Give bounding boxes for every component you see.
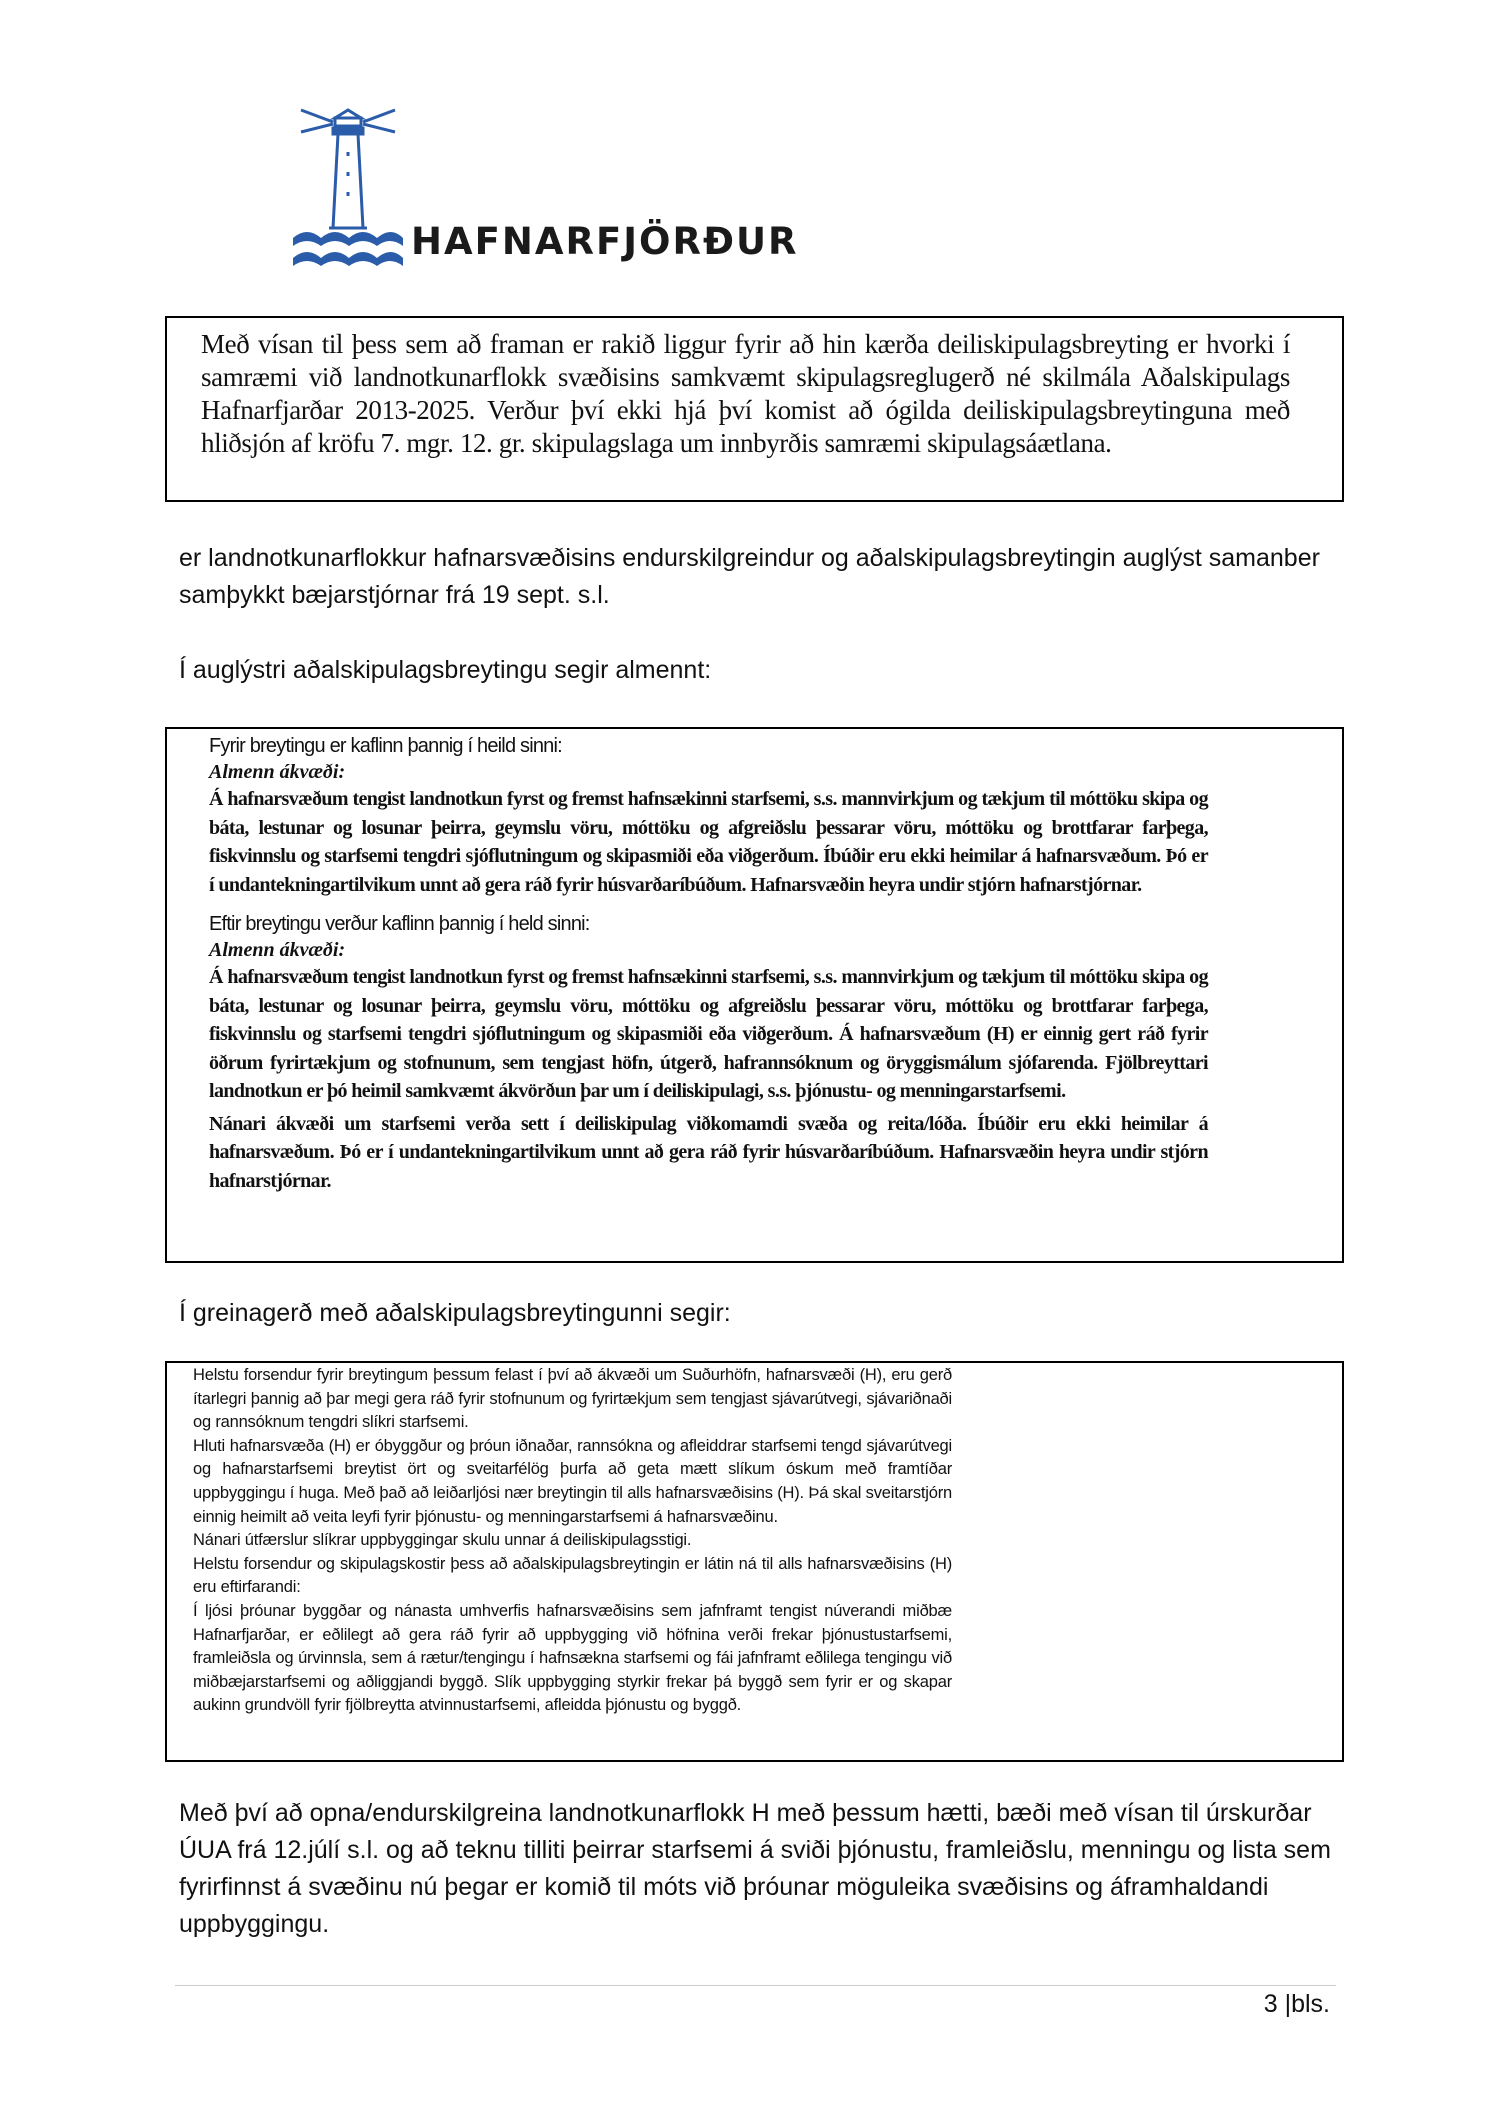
- report-paragraph: Hluti hafnarsvæða (H) er óbyggður og þróun iðnaðar, rannsókna og afleiddrar starfsemi tengd sjávarútvegi og hafnarstarfsemi breytist ört og sveitarfélög þurfa að geta mætt slíkum óskum með framtíðar uppbyggingu í huga. Með það að leiðarljósi nær breytingin til alls hafnarsvæðisins (H). Þá skal sveitarstjórn einnig heimilt að veita leyfi fyrir þjónustu- og menningarstarfsemi á hafnarsvæðinu.: [193, 1436, 952, 1526]
- report-paragraph: Helstu forsendur og skipulagskostir þess að aðalskipulagsbreytingin er látin ná til alls hafnarsvæðisins (H) eru eftirfarandi:: [193, 1554, 952, 1597]
- quote-text: Með vísan til þess sem að framan er rakið liggur fyrir að hin kærða deiliskipulagsbreyting er hvorki í samræmi við landnotkunarflokk svæðisins samkvæmt skipulagsreglugerð né skilmála Aðalskipulags Hafnarfjarðar 2013-2025. Verður því ekki hjá því komist að ógilda deiliskipulagsbreytinguna með hliðsjón af kröfu 7. mgr. 12. gr. skipulagslaga um innbyrðis samræmi skipulagsáætlana.: [201, 329, 1290, 458]
- paragraph: er landnotkunarflokkur hafnarsvæðisins endurskilgreindur og aðalskipulagsbreytingin auglýst samanber samþykkt bæjarstjórnar frá 19 sept. s.l.: [179, 544, 1320, 609]
- before-subheading: Almenn ákvæði:: [209, 761, 346, 783]
- report-paragraph: Helstu forsendur fyrir breytingum þessum felast í því að ákvæði um Suðurhöfn, hafnarsvæði (H), eru gerð ítarlegri þannig að þar megi gera ráð fyrir stofnunum og fyrirtækjum sem tengjast sjávarútvegi, sjávariðnaði og rannsóknum tengdri slíkri starfsemi.: [193, 1366, 952, 1432]
- page-number: 3 |bls.: [1263, 1990, 1330, 2018]
- report-paragraph: Nánari útfærslur slíkrar uppbyggingar skulu unnar á deiliskipulagsstigi.: [193, 1531, 692, 1550]
- before-text: Á hafnarsvæðum tengist landnotkun fyrst og fremst hafnsækinni starfsemi, s.s. mannvirkjum og tækjum til móttöku skipa og báta, lestunar og losunar þeirra, geymslu vöru, móttöku og afgreiðslu þessarar vöru, móttöku og brottfarar farþega, fiskvinnslu og starfsemi tengdri sjóflutningum og skipasmiði eða viðgerðum. Íbúðir eru ekki heimilar á hafnarsvæðum. Þó er í undantekningartilvikum unnt að gera ráð fyrir húsvarðaríbúðum. Hafnarsvæðin heyra undir stjórn hafnarstjórnar.: [209, 788, 1208, 896]
- after-subheading: Almenn ákvæði:: [209, 939, 346, 961]
- report-paragraph: Í ljósi þróunar byggðar og nánasta umhverfis hafnarsvæðisins sem jafnframt tengist núverandi miðbæ Hafnarfjarðar, er eðlilegt að gera ráð fyrir að uppbygging við höfnina verði frekar þjónustustarfsemi, framleiðsla og úrvinnsla, sem á rætur/tengingu í hafnsækna starfsemi og fái jafnframt eðlilega tengingu við miðbæjarstarfsemi og aðliggjandi byggð. Slík uppbygging styrkir frekar þá byggð sem fyrir er og skapar aukinn grundvöll fyrir fjölbreytta atvinnustarfsemi, afleidda þjónustu og byggð.: [193, 1601, 952, 1715]
- paragraph: Í auglýstri aðalskipulagsbreytingu segir almennt:: [179, 656, 712, 684]
- quote-box-report: [165, 1361, 1344, 1762]
- hafnarfjordur-logo: [293, 100, 799, 275]
- after-heading: Eftir breytingu verður kaflinn þannig í held sinni:: [209, 913, 590, 935]
- after-text-2: Nánari ákvæði um starfsemi verða sett í deiliskipulag viðkomamdi svæða og reita/lóða. Íbúðir eru ekki heimilar á hafnarsvæðum. Þó er í undantekningartilvikum unnt að gera ráð fyrir húsvarðaríbúðum. Hafnarsvæðin heyra undir stjórn hafnarstjórnar.: [209, 1112, 1208, 1192]
- quote-box-amendment: [165, 727, 1344, 1263]
- after-text: Á hafnarsvæðum tengist landnotkun fyrst og fremst hafnsækinni starfsemi, s.s. mannvirkjum og tækjum til móttöku skipa og báta, lestunar og losunar þeirra, geymslu vöru, móttöku og afgreiðslu þessarar vöru, móttöku og brottfarar farþega, fiskvinnslu og starfsemi tengdri sjóflutningum og skipasmiði eða viðgerðum. Á hafnarsvæðum (H) er einnig gert ráð fyrir öðrum fyrirtækjum og stofnunum, sem tengjast höfn, útgerð, hafrannsóknum og öryggismálum sjófarenda. Fjölbreyttari landnotkun er þó heimil samkvæmt ákvörðun þar um í deiliskipulagi, s.s. þjónustu- og menningarstarfsemi.: [209, 966, 1208, 1102]
- logo-text: HAFNARFJÖRÐUR: [411, 220, 799, 263]
- before-heading: Fyrir breytingu er kaflinn þannig í heild sinni:: [209, 735, 562, 757]
- paragraph: Með því að opna/endurskilgreina landnotkunarflokk H með þessum hætti, bæði með vísan til úrskurðar ÚUA frá 12.júlí s.l. og að teknu tilliti þeirrar starfsemi á sviði þjónustu, framleiðslu, menningu og lista sem fyrirfinnst á svæðinu nú þegar er komið til móts við þróunar möguleika svæðisins og áframhaldandi uppbyggingu.: [179, 1799, 1331, 1938]
- footer-divider: [175, 1985, 1336, 1986]
- lighthouse-icon: [293, 100, 403, 275]
- paragraph: Í greinagerð með aðalskipulagsbreytingunni segir:: [179, 1299, 731, 1327]
- quote-box-ruling: [165, 316, 1344, 502]
